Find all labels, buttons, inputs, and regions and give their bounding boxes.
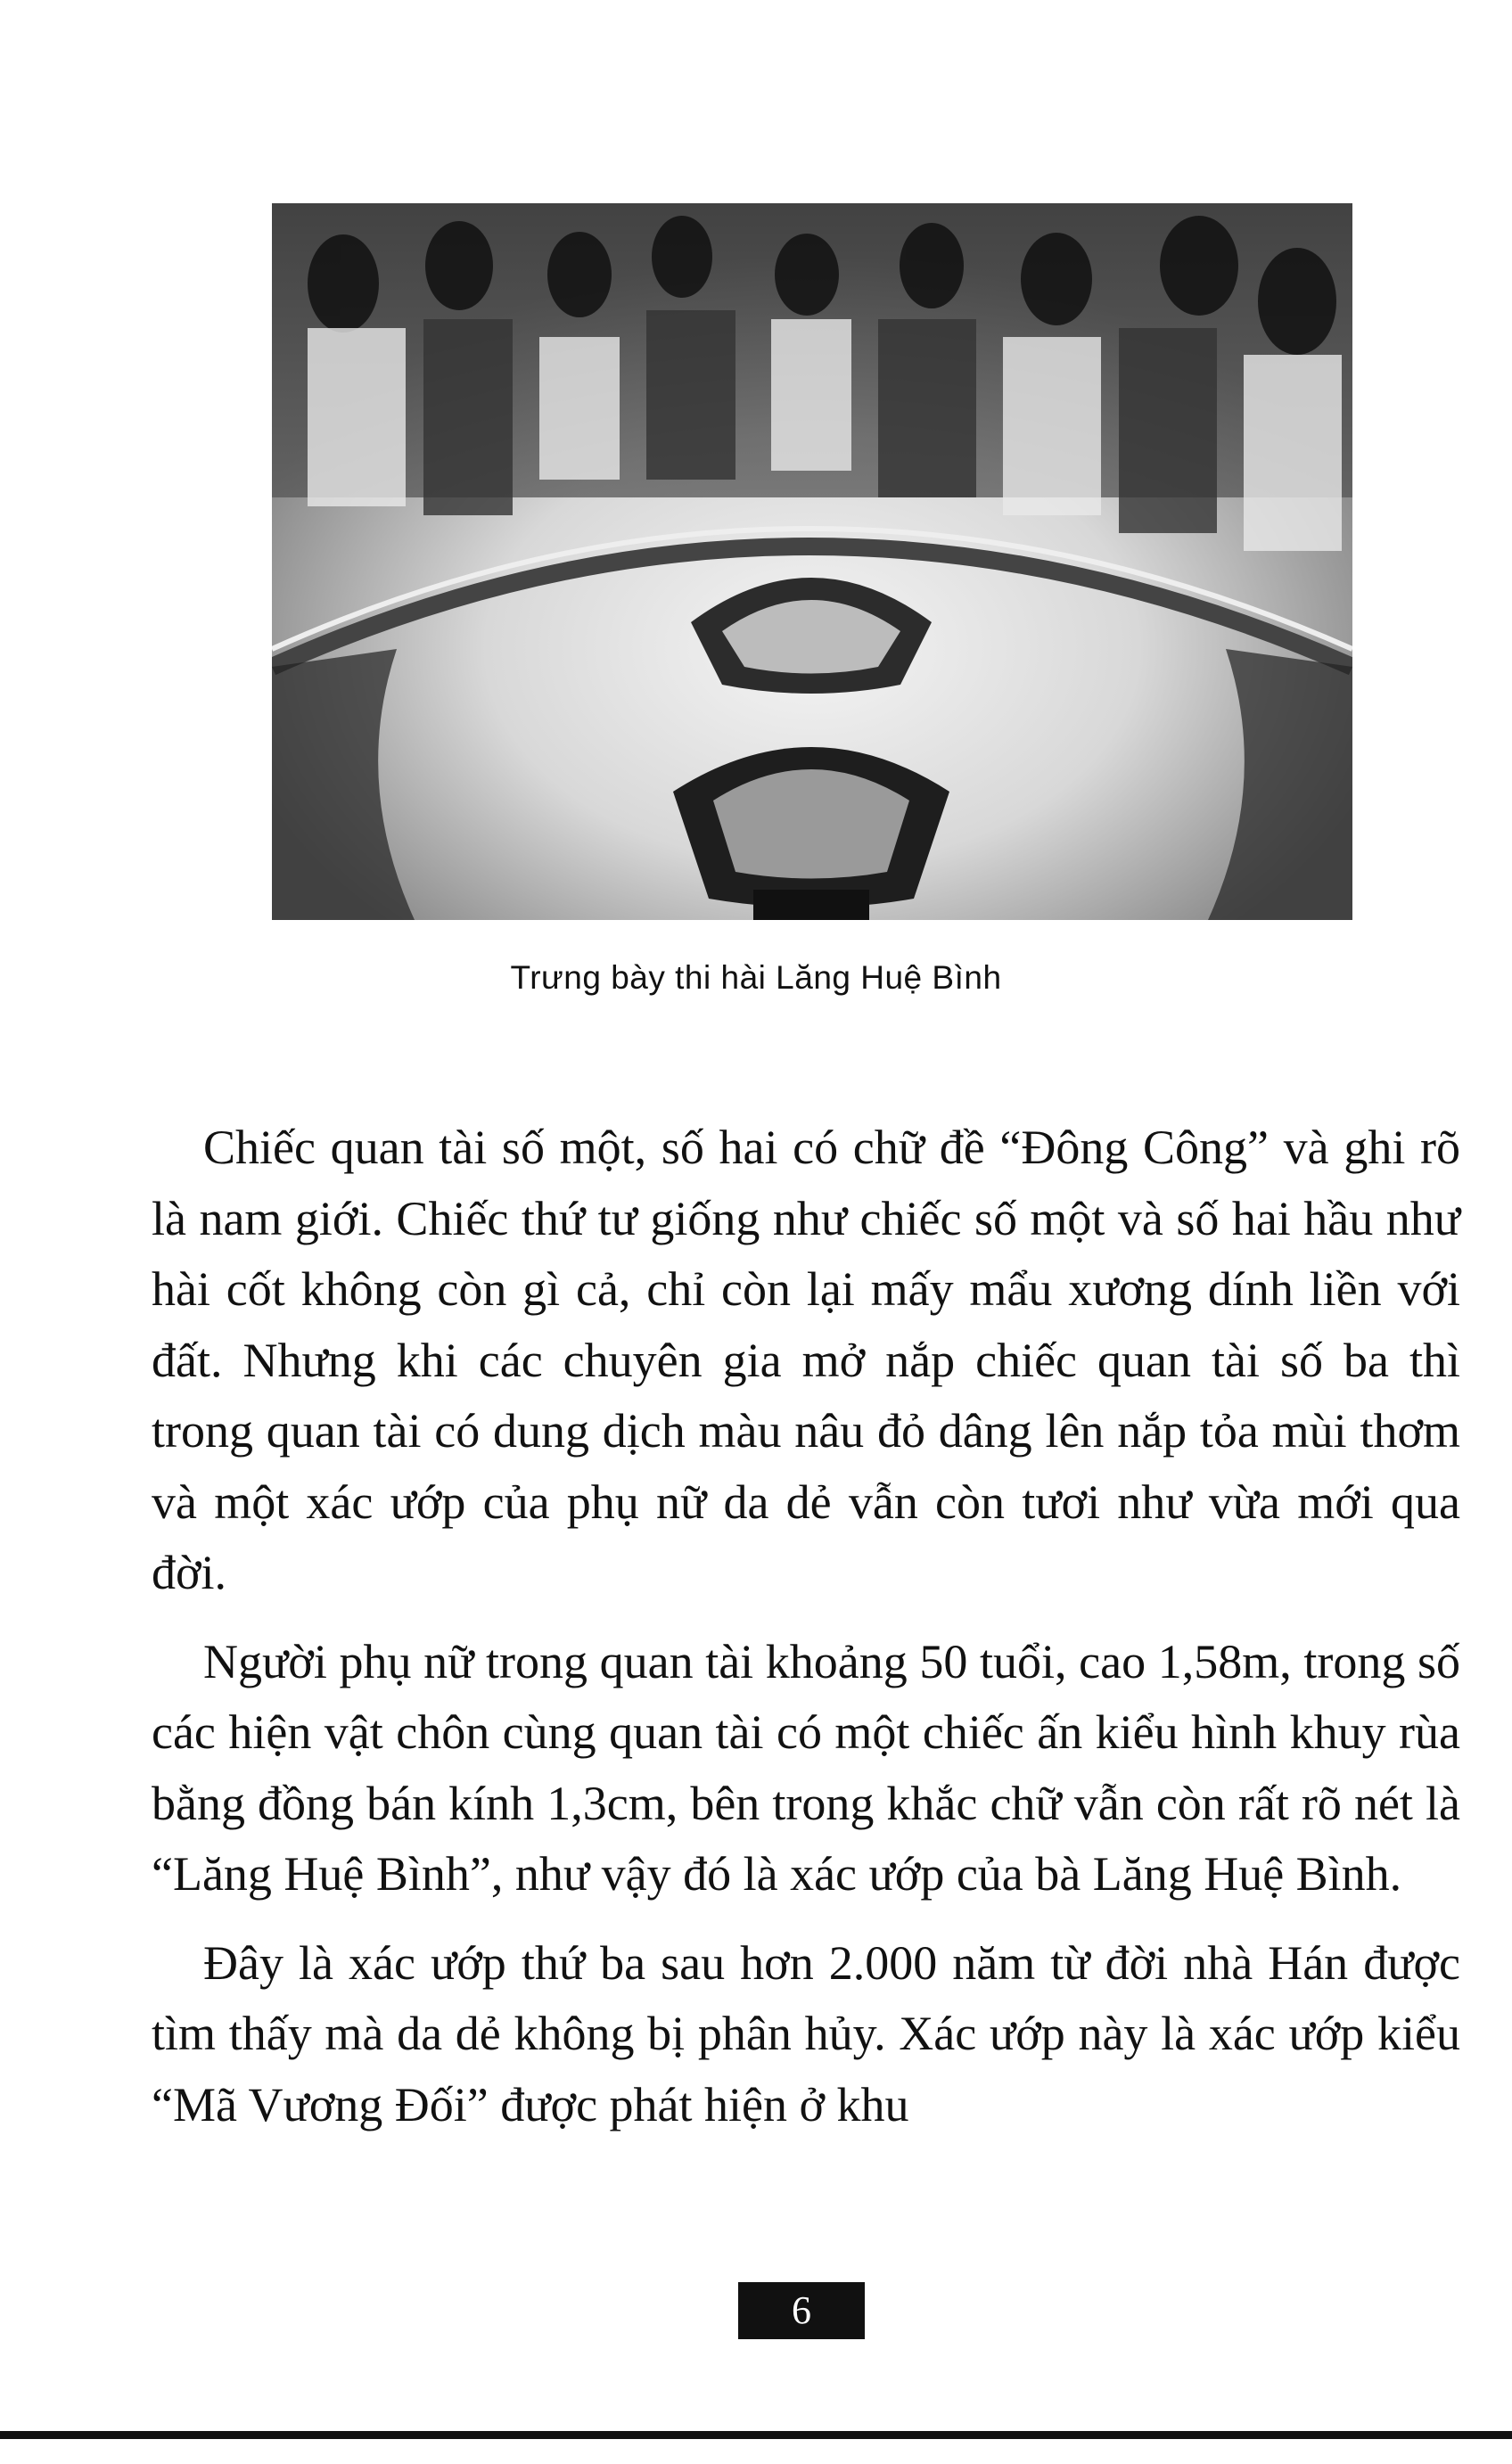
body-text	[152, 1113, 1460, 2140]
paragraph-3: Đây là xác ướp thứ ba sau hơn 2.000 năm từ đời nhà Hán được tìm thấy mà da dẻ không bị phân hủy. Xác ướp này là xác ướp kiểu “Mã Vương Đối” được phát hiện ở khu	[152, 1935, 1460, 2131]
photo-caption: Trưng bày thi hài Lăng Huệ Bình	[510, 959, 1002, 996]
page-number: 6	[738, 2282, 865, 2339]
bottom-rule	[0, 2431, 1512, 2439]
paragraph-1: Chiếc quan tài số một, số hai có chữ đề “Đông Công” và ghi rõ là nam giới. Chiếc thứ tư giống như chiếc số một và số hai hầu như hài cốt không còn gì cả, chỉ còn lại mấy mẩu xương dính liền với đất. Nhưng khi các chuyên gia mở nắp chiếc quan tài số ba thì trong quan tài có dung dịch màu nâu đỏ dâng lên nắp tỏa mùi thơm và một xác ướp của phụ nữ da dẻ vẫn còn tươi như vừa mới qua đời.	[152, 1121, 1460, 1599]
paragraph-2: Người phụ nữ trong quan tài khoảng 50 tuổi, cao 1,58m, trong số các hiện vật chôn cùng quan tài có một chiếc ấn kiểu hình khuy rùa bằng đồng bán kính 1,3cm, bên trong khắc chữ vẫn còn rất rõ nét là “Lăng Huệ Bình”, như vậy đó là xác ướp của bà Lăng Huệ Bình.	[152, 1634, 1460, 1901]
photo-mummy-display	[272, 203, 1352, 920]
photo-illustration	[272, 203, 1352, 920]
